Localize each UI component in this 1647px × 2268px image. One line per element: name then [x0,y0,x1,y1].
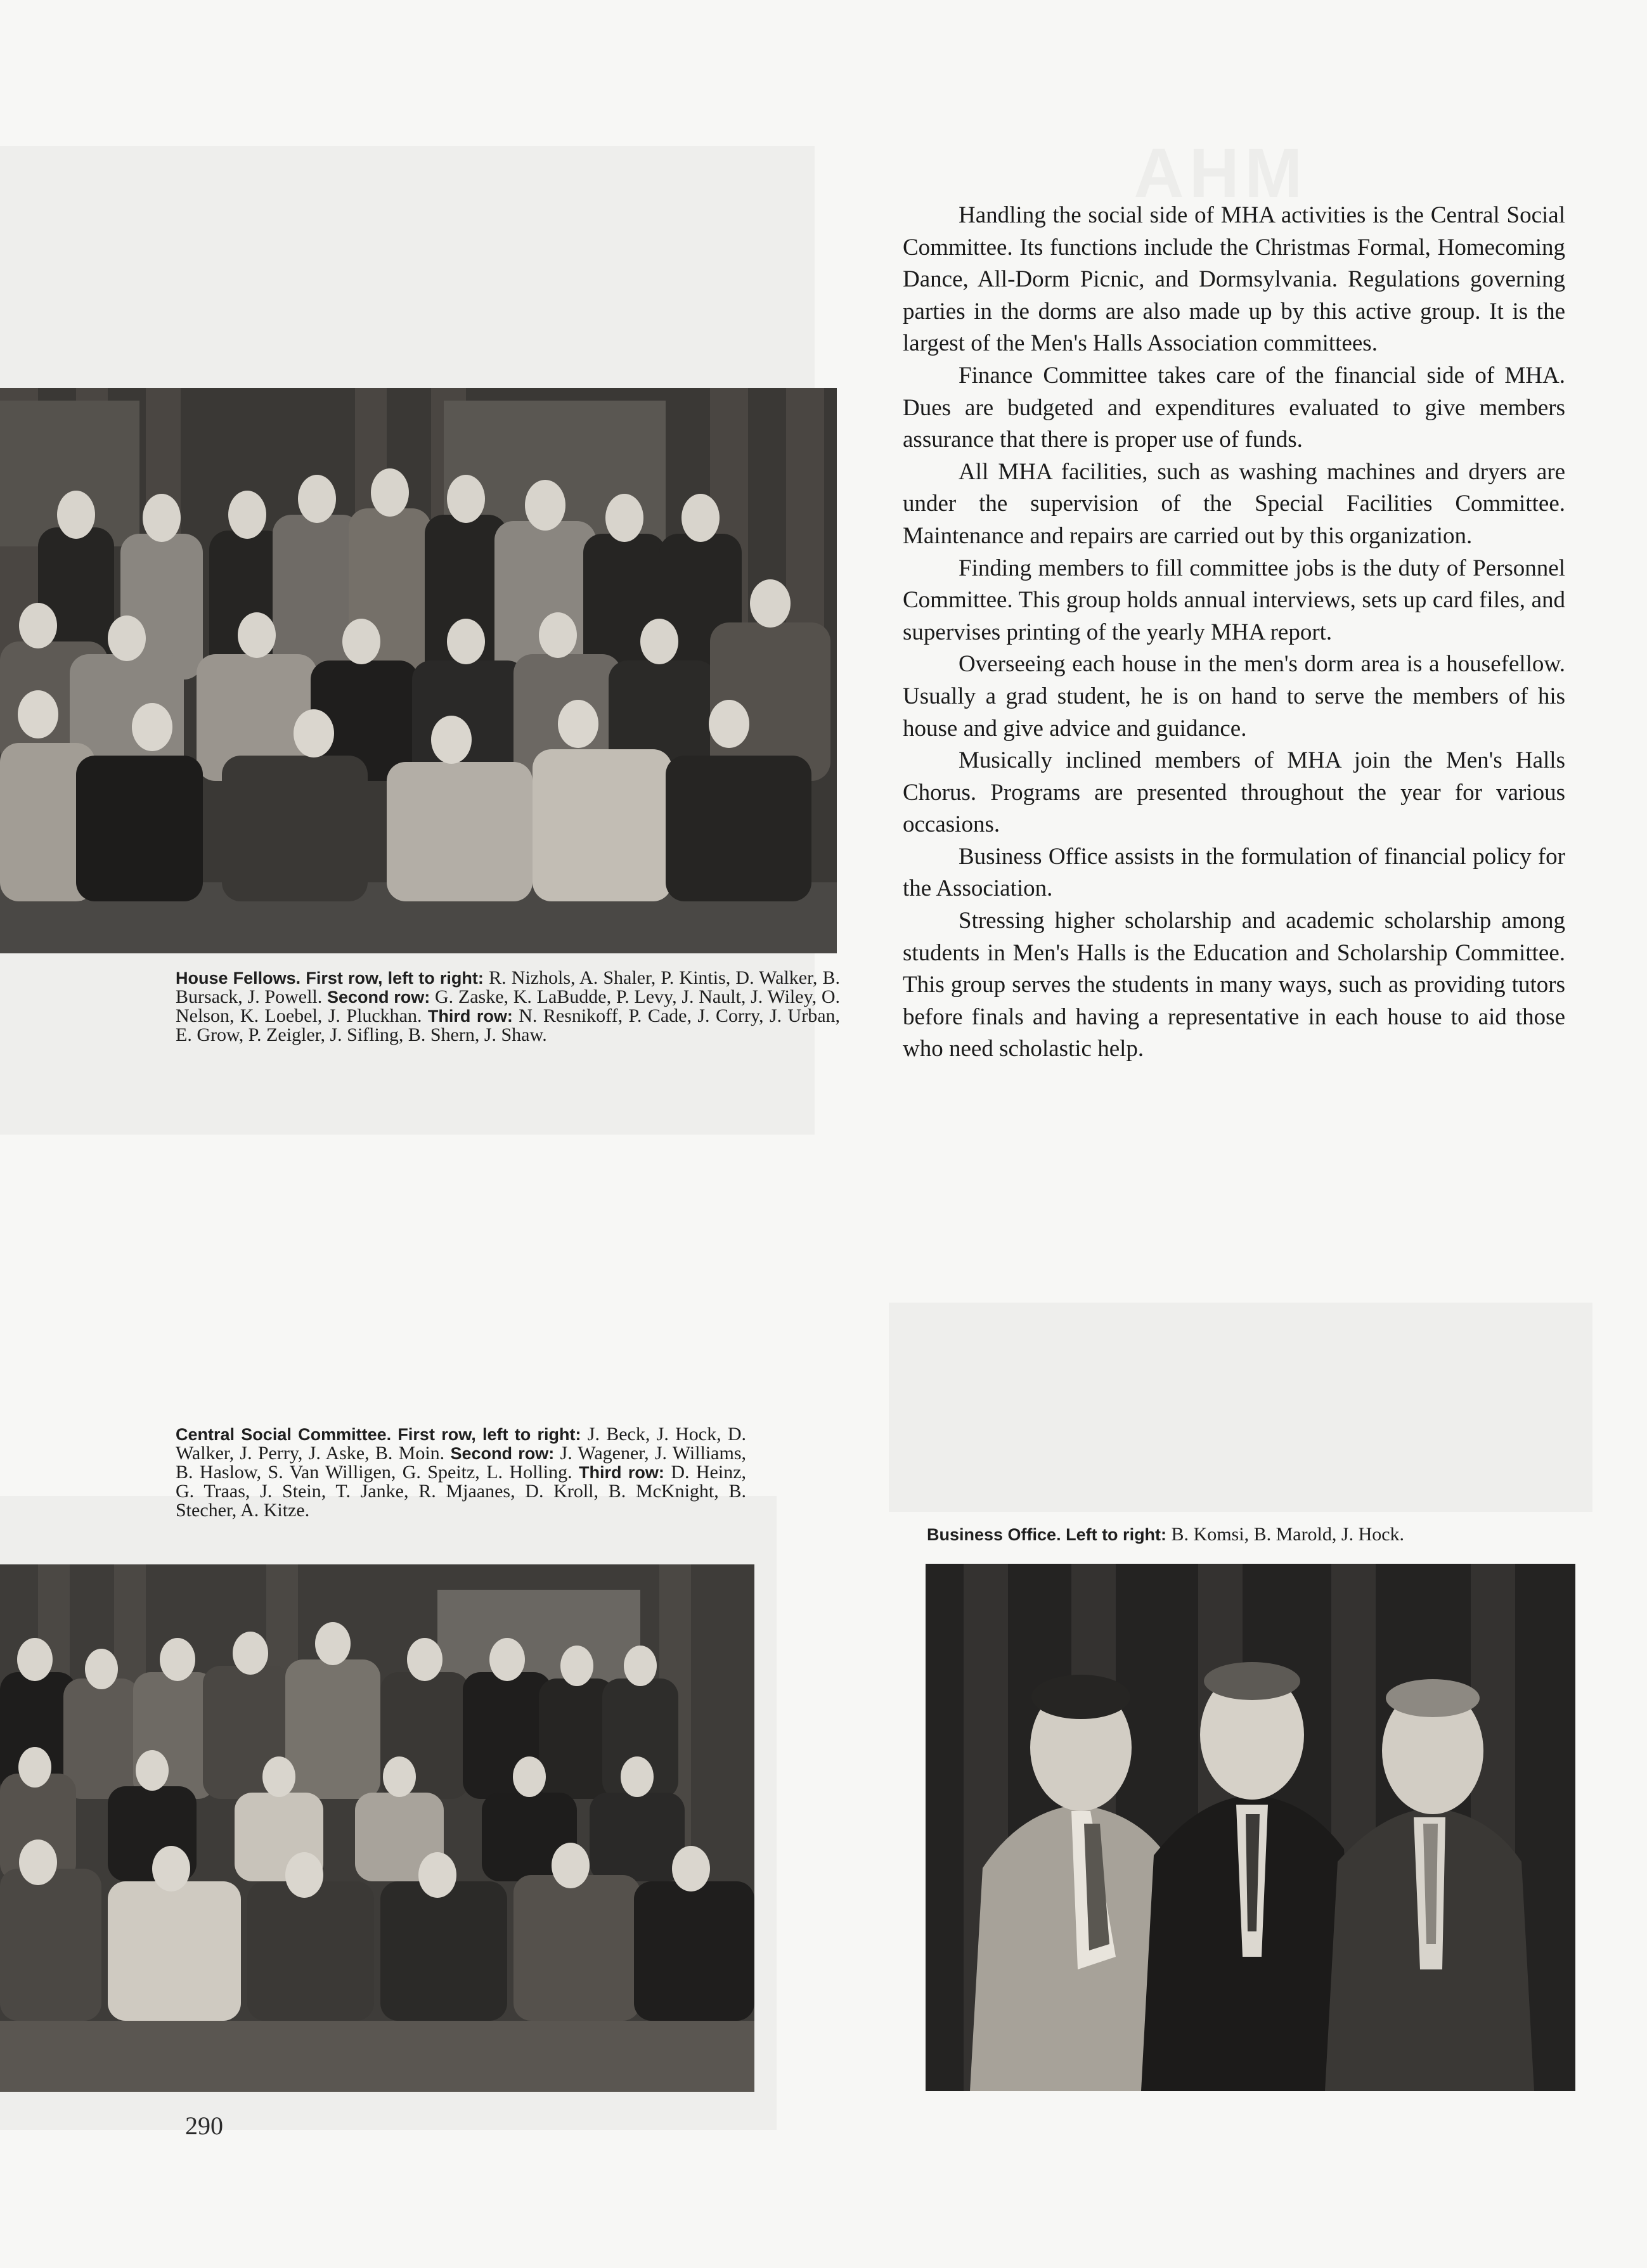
row-label: Left to right: [1066,1525,1167,1544]
caption-lead: House Fellows. [176,969,301,988]
row-names: G. Zaske, K. LaBudde, P. Levy, J. Nault, J. Wiley, O. Nelson, K. Loebel, J. Pluckhan. [176,986,841,1026]
page-number: 290 [185,2111,223,2140]
article-paragraph: All MHA facilities, such as washing machines and dryers are under the supervision of the Special Facilities Committee. Maintenance and repairs are carried out by this organization. [903,458,1565,549]
article-paragraph: Overseeing each house in the men's dorm area is a housefellow. Usually a grad student, he is on hand to serve the members of his house and give advice and guidance. [903,651,1565,742]
row-names: R. Nizhols, A. Shaler, P. Kintis, D. Walker, B. Bursack, J. Powell. [176,967,841,1007]
article-paragraph: Musically inclined members of MHA join the Men's Halls Chorus. Programs are presented throughout the year for various occasions. [903,747,1565,838]
row-label: Second row: [327,988,430,1007]
row-label: First row, left to right: [306,969,484,988]
business-office-photo [926,1564,1575,2091]
row-names: D. Heinz, G. Traas, J. Stein, T. Janke, R. Mjaanes, D. Kroll, B. McKnight, B. Stecher, A. Kitze. [176,1462,747,1521]
row-names: J. Wagener, J. Williams, B. Haslow, S. Van Willigen, G. Speitz, L. Holling. [176,1443,747,1483]
row-label: Third row: [427,1007,513,1026]
article-body [903,200,1565,1066]
article-paragraph: Stressing higher scholarship and academic scholarship among students in Men's Halls is the Education and Scholarship Committee. This group serves the students in many ways, such as providing tutors before finals and having a representative in each house to aid those who need scholastic help. [903,908,1565,1062]
row-label: Second row: [450,1444,555,1463]
caption-lead: Central Social Committee. [176,1425,392,1444]
article-paragraph: Finding members to fill committee jobs is the duty of Personnel Committee. This group holds annual interviews, sets up card files, and supervises printing of the yearly MHA report. [903,555,1565,645]
caption-lead: Business Office. [927,1525,1061,1544]
business-office-caption [927,1525,1580,1544]
row-names: N. Resnikoff, P. Cade, J. Corry, J. Urban, E. Grow, P. Zeigler, J. Sifling, B. Shern, J. Shaw. [176,1005,841,1045]
article-paragraph: Business Office assists in the formulation of financial policy for the Association. [903,843,1565,902]
row-names: J. Beck, J. Hock, D. Walker, J. Perry, J. Aske, B. Moin. [176,1424,747,1464]
house-fellows-photo [0,388,837,953]
row-names: B. Komsi, B. Marold, J. Hock. [1171,1524,1405,1545]
central-social-caption [176,1425,746,1520]
row-label: Third row: [579,1463,664,1482]
article-paragraph: Handling the social side of MHA activities is the Central Social Committee. Its functions include the Christmas Formal, Homecoming Dance, All-Dorm Picnic, and Dormsylvania. Regulations governing parties in the dorms are also made up by this active group. It is the largest of the Men's Halls Association committees. [903,202,1565,357]
house-fellows-caption [176,969,840,1045]
central-social-photo [0,1564,754,2092]
bleed-through-shadow-right [889,1303,1592,1512]
article-paragraph: Finance Committee takes care of the financial side of MHA. Dues are budgeted and expenditures evaluated to give members assurance that there is proper use of funds. [903,362,1565,453]
row-label: First row, left to right: [397,1425,581,1444]
